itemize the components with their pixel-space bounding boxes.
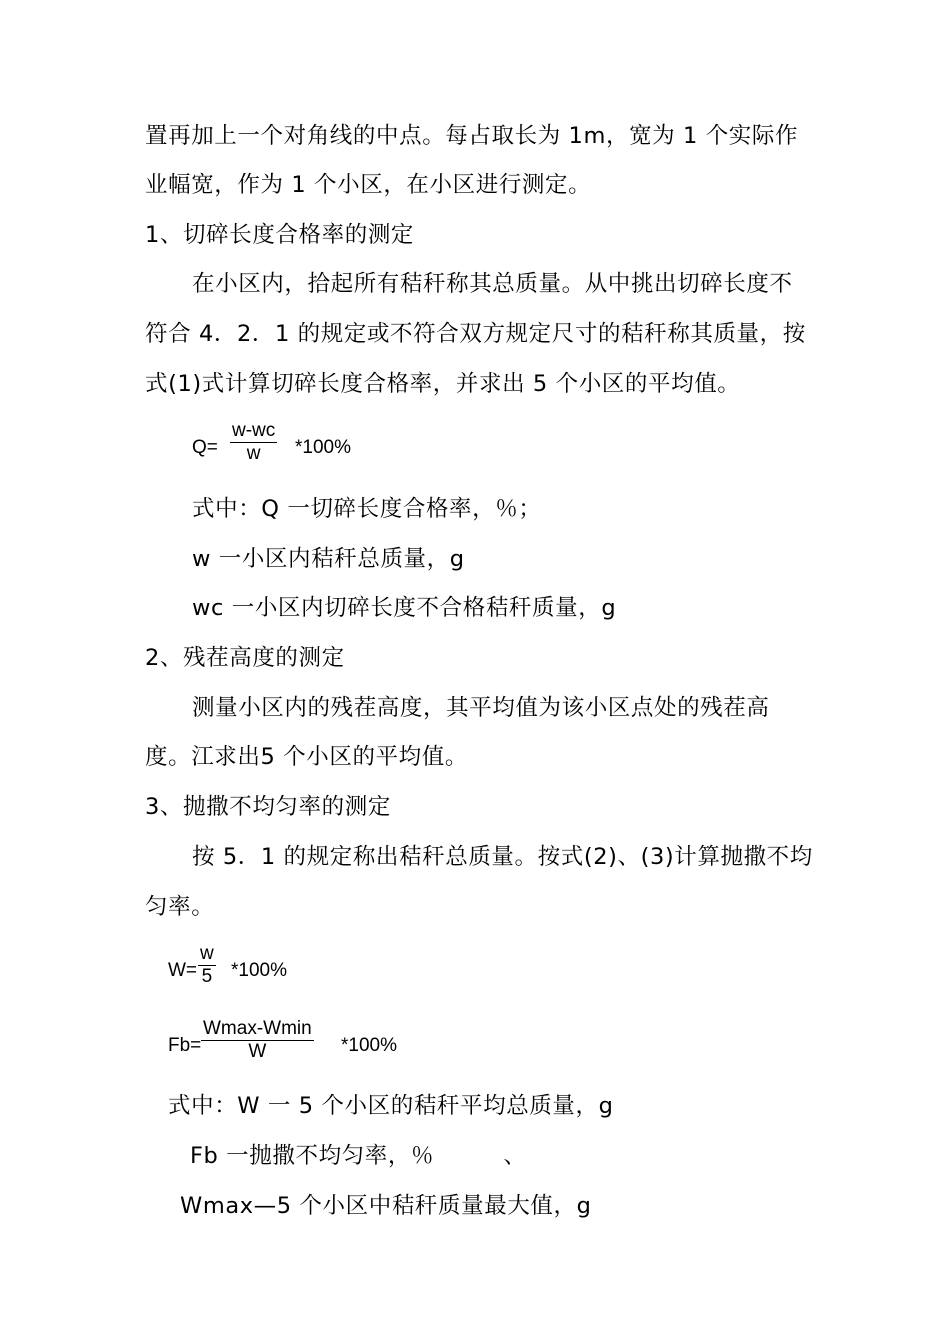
formula-rhs: *100% [231, 960, 287, 981]
fraction [198, 943, 216, 988]
formula-lhs: W= [168, 960, 198, 981]
definition-line: w 一小区内秸秆总质量，g [192, 546, 465, 572]
paragraph-line: 按 5．1 的规定称出秸秆总质量。按式(2)、(3)计算抛撒不均 [192, 844, 813, 870]
paragraph-line: 测量小区内的残茬高度，其平均值为该小区点处的残茬高 [192, 695, 770, 721]
fraction [201, 1018, 314, 1063]
paragraph-line: 在小区内，拾起所有秸秆称其总质量。从中挑出切碎长度不 [192, 271, 793, 297]
definition-line: wc 一小区内切碎长度不合格秸秆质量，g [192, 595, 617, 621]
fraction-denominator: W [248, 1041, 267, 1062]
fraction-numerator: w [200, 943, 214, 964]
fraction-numerator: w-wc [232, 420, 276, 441]
definition-line: 式中：W 一 5 个小区的秸秆平均总质量，g [168, 1093, 614, 1119]
section-heading: 1、切碎长度合格率的测定 [145, 222, 415, 248]
definition-line: Fb 一抛撒不均匀率，％ 、 [190, 1143, 527, 1169]
fraction-denominator: 5 [201, 966, 213, 987]
formula-rhs: *100% [295, 437, 351, 458]
definition-line: 式中：Q 一切碎长度合格率，％； [192, 496, 542, 522]
paragraph-line: 置再加上一个对角线的中点。每占取长为 1m，宽为 1 个实际作 [145, 123, 799, 149]
fraction [230, 420, 277, 465]
paragraph-line: 符合 4．2．1 的规定或不符合双方规定尺寸的秸秆称其质量，按 [145, 321, 806, 347]
formula-rhs: *100% [341, 1035, 397, 1056]
paragraph-line: 式(1)式计算切碎长度合格率，并求出 5 个小区的平均值。 [145, 371, 741, 397]
fraction-denominator: w [246, 443, 261, 464]
paragraph-line: 度。江求出5 个小区的平均值。 [145, 744, 468, 770]
formula-lhs: Fb= [168, 1035, 202, 1056]
fraction-numerator: Wmax-Wmin [203, 1018, 312, 1039]
formula-lhs: Q= [192, 437, 218, 458]
paragraph-line: 业幅宽，作为 1 个小区，在小区进行测定。 [145, 172, 592, 198]
definition-line: Wmax—5 个小区中秸秆质量最大值，g [180, 1193, 592, 1219]
section-heading: 3、抛撒不均匀率的测定 [145, 794, 391, 820]
paragraph-line: 匀率。 [145, 894, 215, 920]
section-heading: 2、残茬高度的测定 [145, 645, 345, 671]
